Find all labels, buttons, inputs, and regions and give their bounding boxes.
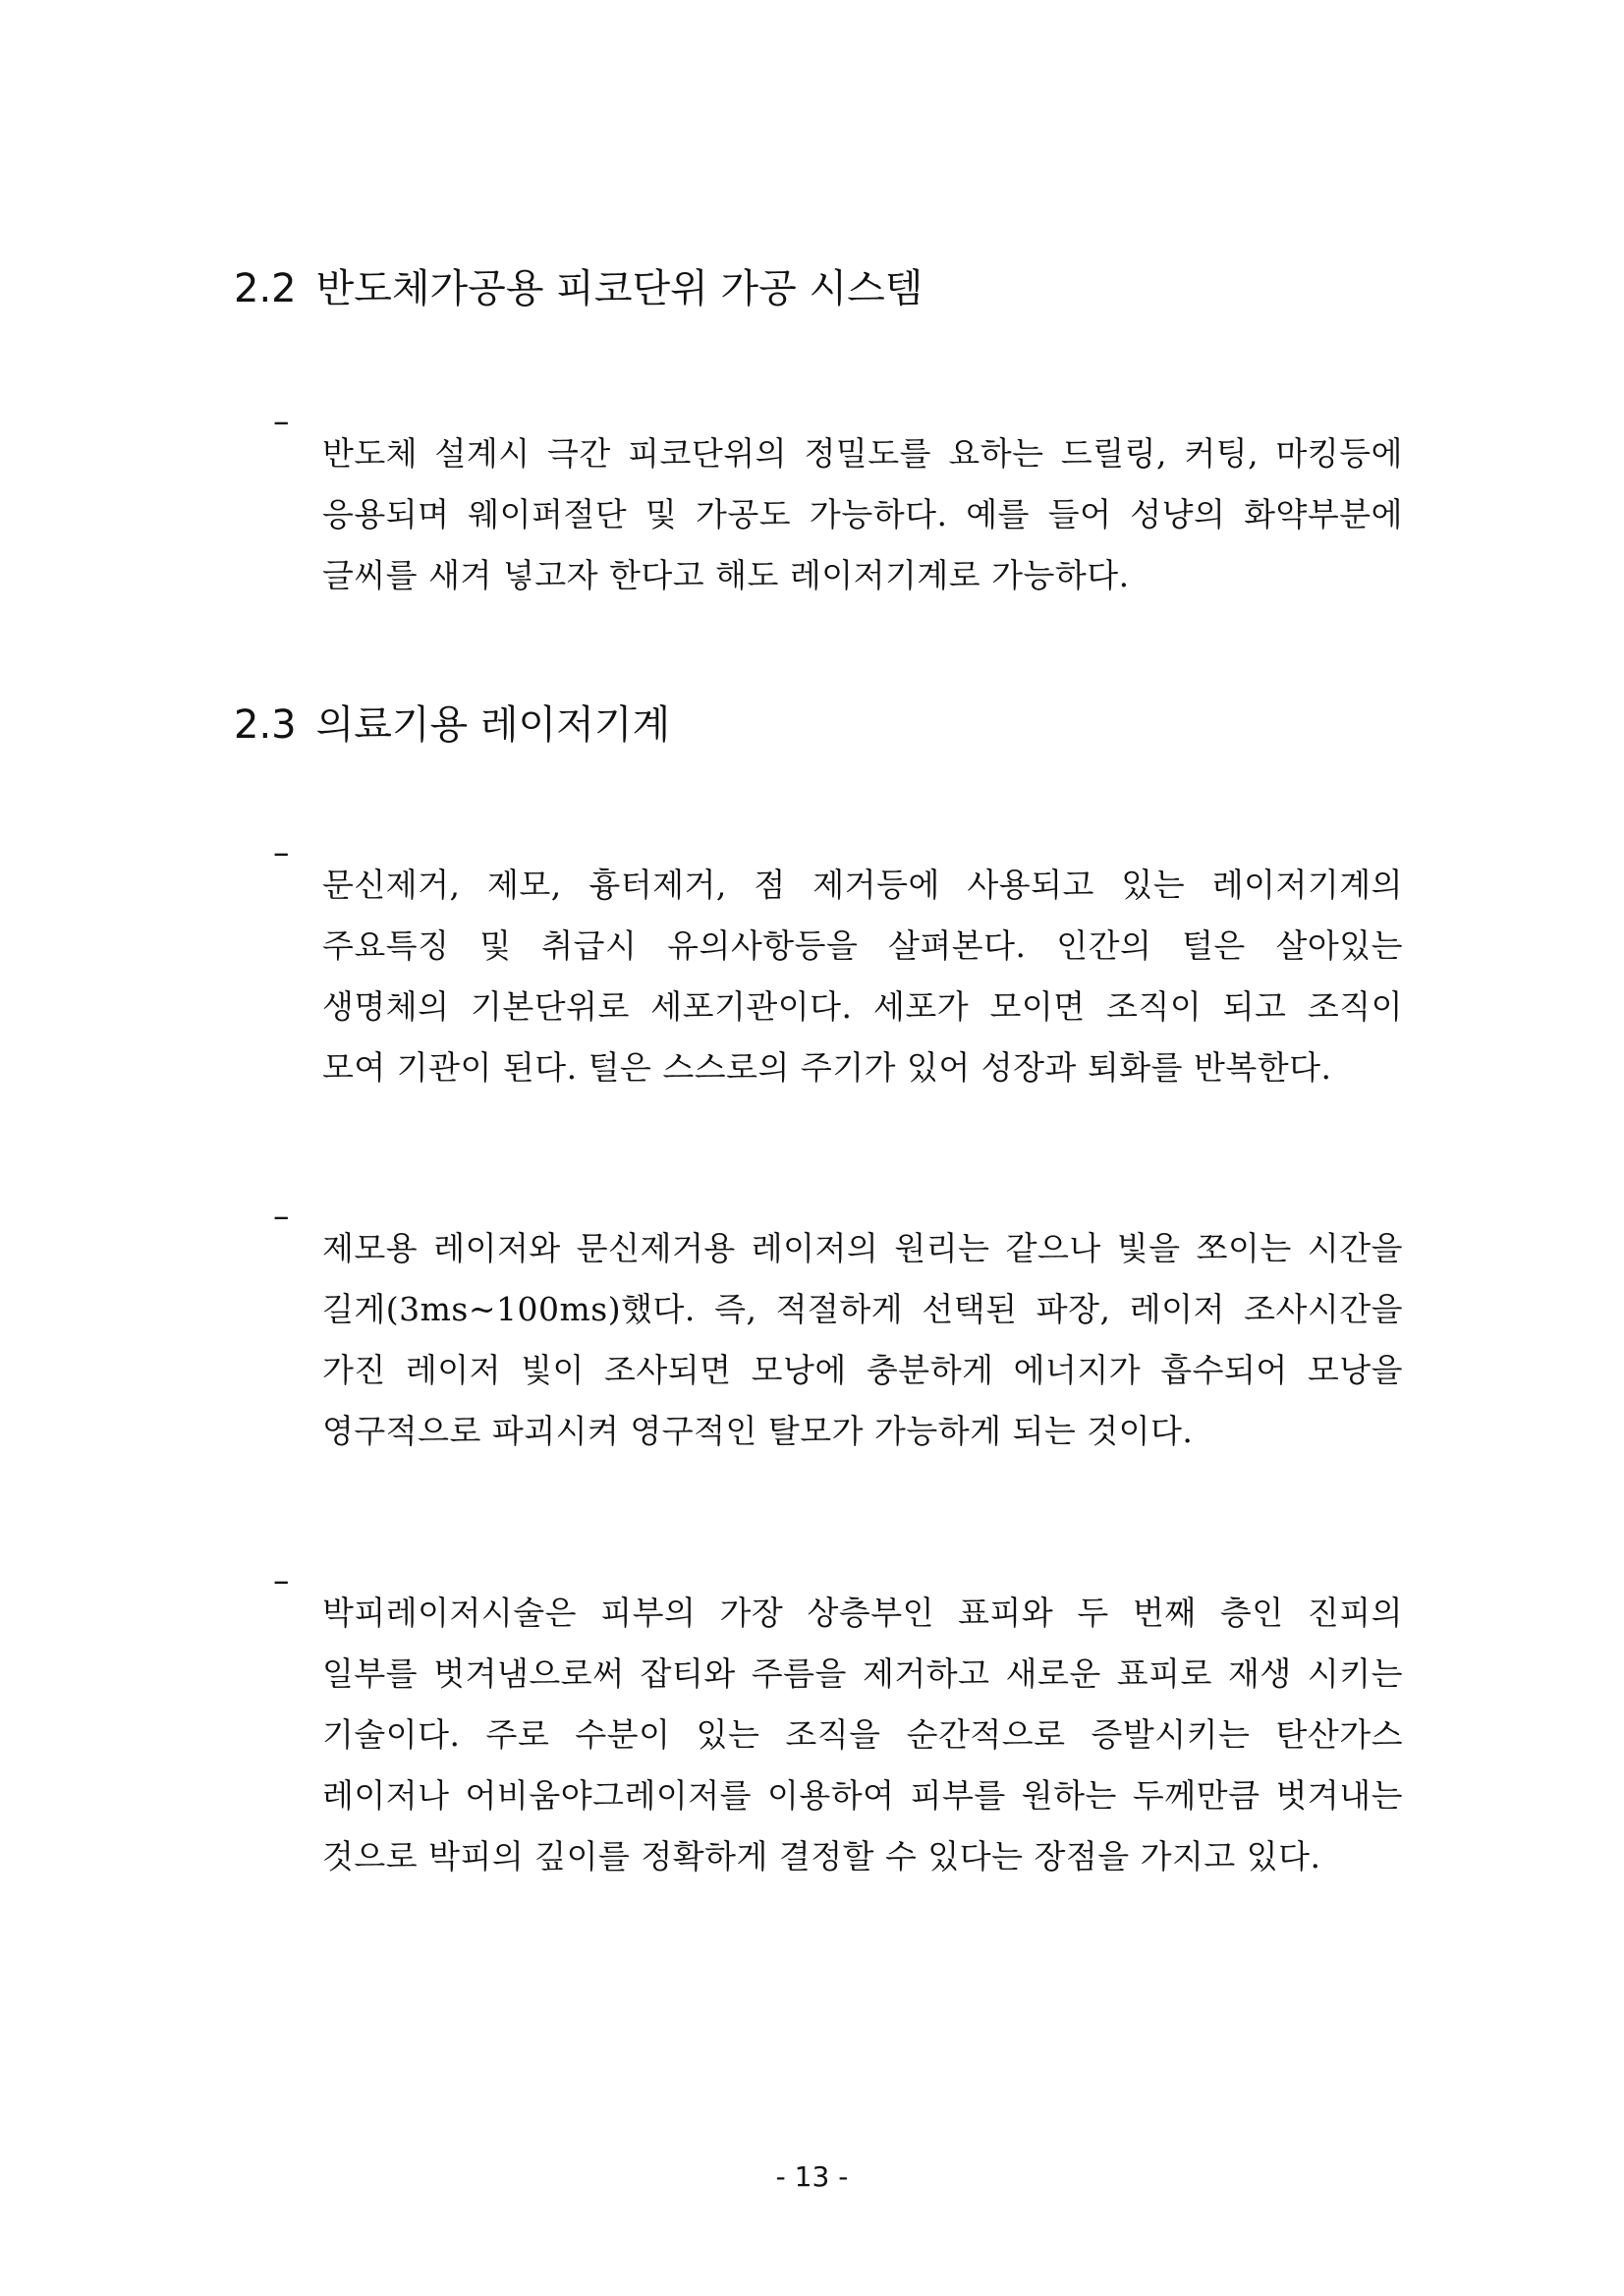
section-heading-2-2 [234,261,923,316]
paragraph-text: 박피레이저시술은 피부의 가장 상층부인 표피와 두 번째 층인 진피의 일부를 벗겨냄으로써 잡티와 주름을 제거하고 새로운 표피로 재생 시키는 기술이다. 주로 수분이 있는 조직을 순간적으로 증발시키는 탄산가스 레이저나 어비움야그레이저를 이용하여 피부를 원하는 두께만큼 벗겨내는 것으로 박피의 깊이를 정확하게 결정할 수 있다는 장점을 가지고 있다. [322,1594,1403,1876]
paragraph-item [273,1550,1403,1920]
dash-bullet: – [273,833,290,871]
paragraph-item [273,391,1403,639]
paragraph-text: 제모용 레이저와 문신제거용 레이저의 원리는 같으나 빛을 쪼이는 시간을 길게(3ms~100ms)했다. 즉, 적절하게 선택된 파장, 레이저 조사시간을 가진 레이저 빛이 조사되면 모낭에 충분하게 에너지가 흡수되어 모낭을 영구적으로 파괴시켜 영구적인 탈모가 가능하게 되는 것이다. [322,1229,1403,1450]
paragraph-text: 문신제거, 제모, 흉터제거, 점 제거등에 사용되고 있는 레이저기계의 주요특징 및 취급시 유의사항등을 살펴본다. 인간의 털은 살아있는 생명체의 기본단위로 세포기관이다. 세포가 모이면 조직이 되고 조직이 모여 기관이 된다. 털은 스스로의 주기가 있어 성장과 퇴화를 반복한다. [322,866,1403,1087]
section-title: 의료기용 레이저기계 [315,702,671,748]
dash-bullet: – [273,1561,290,1599]
section-title: 반도체가공용 피코단위 가공 시스템 [315,266,924,311]
paragraph-text: 반도체 설계시 극간 피코단위의 정밀도를 요하는 드릴링, 커팅, 마킹등에 응용되며 웨이퍼절단 및 가공도 가능하다. 예를 들어 성냥의 화약부분에 글씨를 새겨 넣고자 한다고 해도 레이저기계로 가능하다. [322,434,1403,594]
section-heading-2-3 [234,698,670,753]
paragraph-item [273,822,1403,1131]
paragraph-item [273,1186,1403,1494]
section-number: 2.3 [234,702,297,748]
section-number: 2.2 [234,266,297,311]
dash-bullet: – [273,402,290,440]
page-number: - 13 - [775,2160,849,2193]
dash-bullet: – [273,1197,290,1235]
